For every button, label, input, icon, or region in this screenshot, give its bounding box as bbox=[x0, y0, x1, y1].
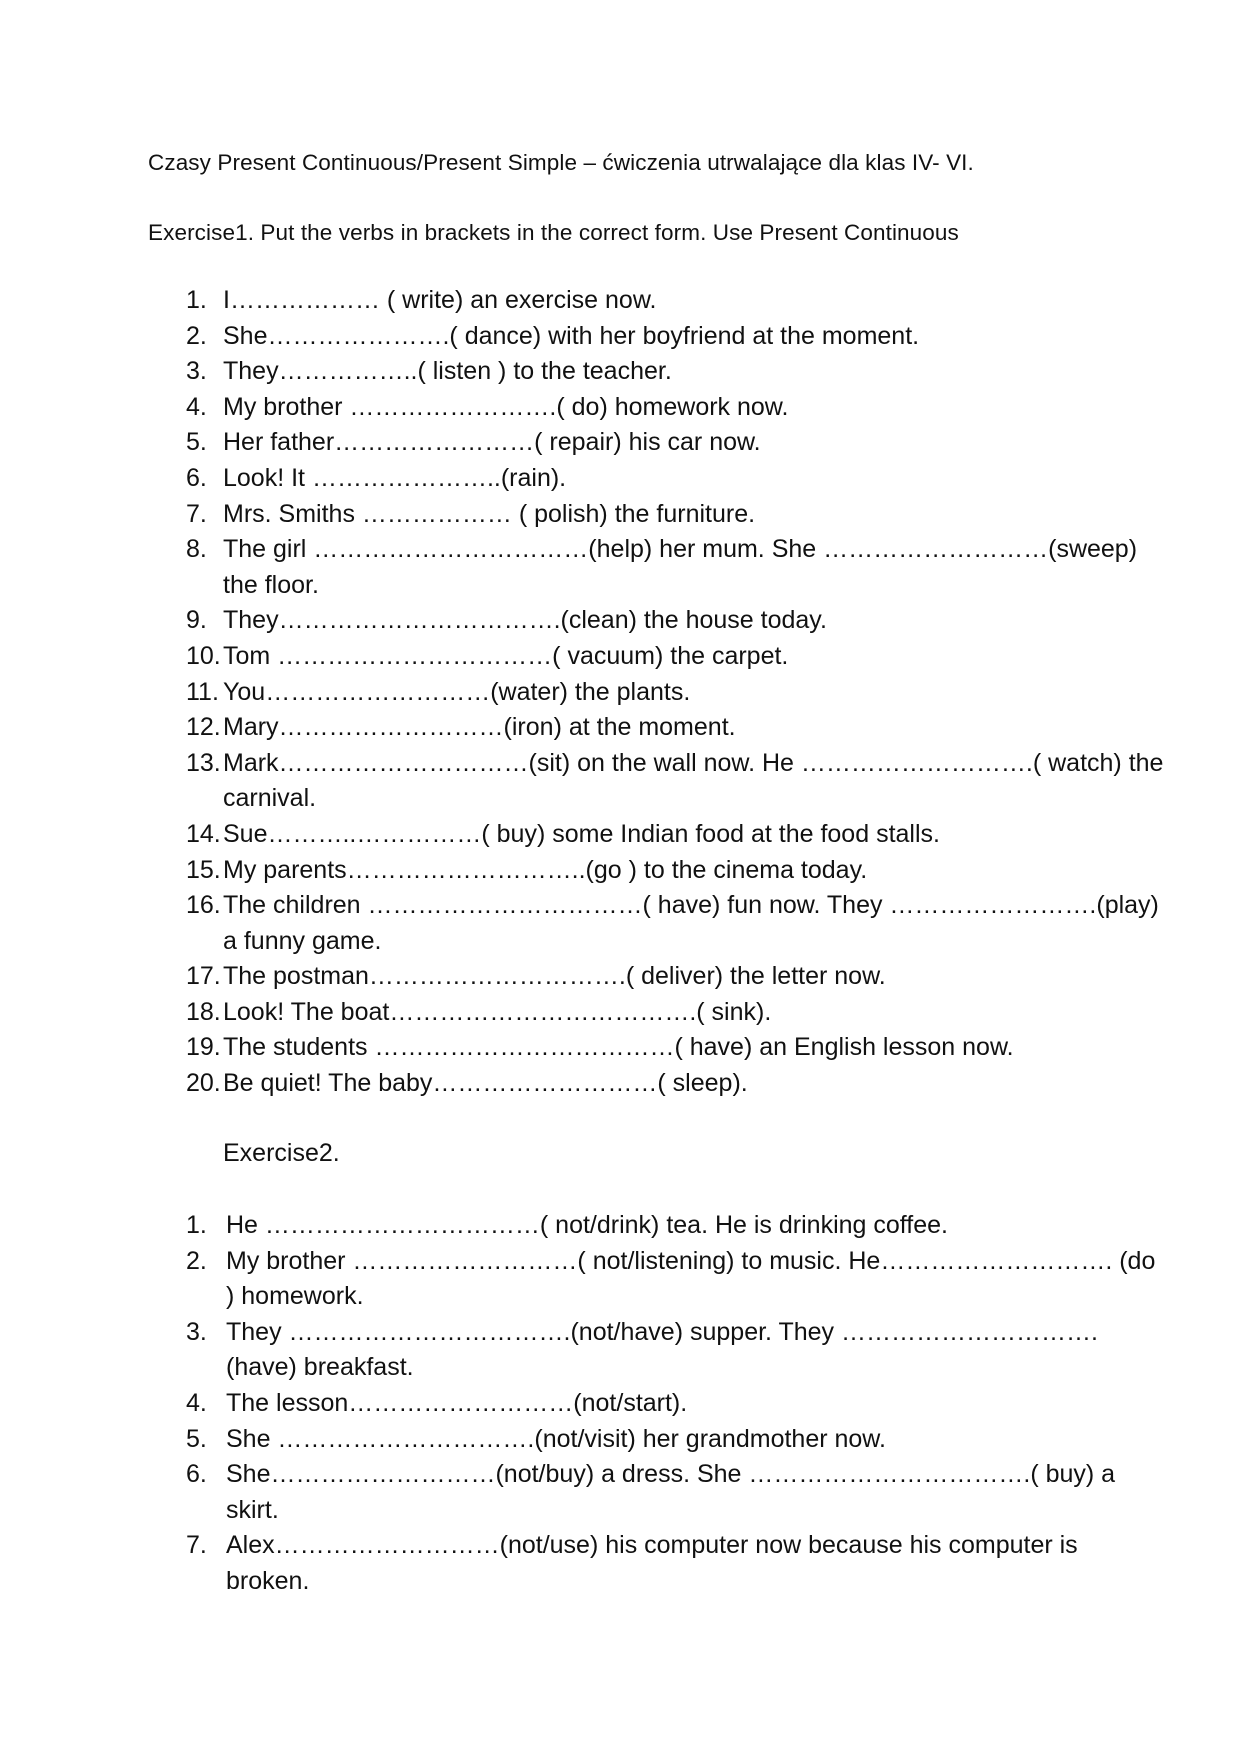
item-text: He ……………………………( not/drink) tea. He is drinking coffee. bbox=[226, 1211, 948, 1239]
item-number: 4. bbox=[186, 1388, 207, 1417]
item-text: Sue………..……………( buy) some Indian food at the food stalls. bbox=[223, 819, 940, 848]
item-number: 11. bbox=[186, 677, 219, 706]
list-item bbox=[186, 1208, 1166, 1244]
list-item bbox=[186, 817, 1166, 853]
item-text: I……………… ( write) an exercise now. bbox=[223, 286, 657, 314]
item-number: 9. bbox=[186, 606, 207, 635]
exercise1-list bbox=[186, 283, 1166, 1102]
item-text: Be quiet! The baby………………………( sleep). bbox=[223, 1069, 748, 1098]
item-number: 5. bbox=[186, 428, 207, 457]
item-text: They…………………………….(clean) the house today. bbox=[223, 606, 827, 635]
item-number: 10. bbox=[186, 641, 221, 670]
item-text: The students ………………………………( have) an English lesson now. bbox=[223, 1033, 1014, 1062]
item-text: They …………………………….(not/have) supper. They ………………………….(have) breakfast. bbox=[226, 1317, 1098, 1382]
item-number: 14. bbox=[186, 819, 221, 848]
worksheet-title: Czasy Present Continuous/Present Simple – ćwiczenia utrwalające dla klas IV- VI. bbox=[148, 150, 974, 175]
item-text: Look! The boat……………………………….( sink). bbox=[223, 997, 772, 1026]
item-text: My parents………………………..(go ) to the cinema today. bbox=[223, 855, 868, 884]
exercise2-heading: Exercise2. bbox=[223, 1139, 340, 1167]
item-number: 6. bbox=[186, 463, 207, 492]
exercise2-list bbox=[186, 1208, 1166, 1600]
item-text: Alex………………………(not/use) his computer now because his computer is broken. bbox=[226, 1531, 1078, 1595]
list-item bbox=[186, 710, 1166, 746]
item-number: 8. bbox=[186, 535, 207, 564]
item-text: The lesson………………………(not/start). bbox=[226, 1388, 688, 1417]
item-number: 5. bbox=[186, 1424, 207, 1453]
item-number: 6. bbox=[186, 1460, 207, 1489]
item-text: Mrs. Smiths ……………… ( polish) the furniture. bbox=[223, 499, 756, 528]
list-item bbox=[186, 959, 1166, 995]
item-number: 19. bbox=[186, 1033, 221, 1062]
item-text: They……………..( listen ) to the teacher. bbox=[223, 357, 672, 386]
item-text: She ………………………….(not/visit) her grandmother now. bbox=[226, 1424, 886, 1453]
list-item bbox=[186, 746, 1166, 817]
item-text: She………………….( dance) with her boyfriend at the moment. bbox=[223, 321, 920, 350]
item-number: 15. bbox=[186, 855, 221, 884]
item-number: 13. bbox=[186, 748, 221, 777]
item-number: 1. bbox=[186, 1211, 207, 1239]
item-text: My brother ………………………( not/listening) to music. He………………………. (do ) homework. bbox=[226, 1246, 1156, 1311]
item-text: My brother …………………….( do) homework now. bbox=[223, 392, 789, 421]
list-item bbox=[186, 888, 1166, 959]
list-item bbox=[186, 639, 1166, 675]
list-item bbox=[186, 390, 1166, 426]
list-item bbox=[186, 425, 1166, 461]
item-number: 7. bbox=[186, 1531, 207, 1560]
item-text: The postman………………………….( deliver) the letter now. bbox=[223, 962, 886, 991]
item-number: 16. bbox=[186, 891, 221, 920]
item-number: 7. bbox=[186, 499, 207, 528]
item-number: 12. bbox=[186, 713, 221, 742]
list-item bbox=[186, 1528, 1166, 1599]
item-number: 2. bbox=[186, 1246, 207, 1275]
item-text: Look! It …………………..(rain). bbox=[223, 463, 567, 492]
list-item bbox=[186, 1244, 1166, 1315]
list-item bbox=[186, 354, 1166, 390]
list-item bbox=[186, 1315, 1166, 1386]
list-item bbox=[186, 497, 1166, 533]
list-item bbox=[186, 603, 1166, 639]
list-item bbox=[186, 319, 1166, 355]
list-item bbox=[186, 853, 1166, 889]
list-item bbox=[186, 461, 1166, 497]
list-item bbox=[186, 283, 1166, 319]
item-text: Mark…………………………(sit) on the wall now. He ……………………….( watch) the carnival. bbox=[223, 748, 1164, 813]
list-item bbox=[186, 1457, 1166, 1528]
item-text: Tom ……………………………( vacuum) the carpet. bbox=[223, 641, 789, 670]
list-item bbox=[186, 532, 1166, 603]
list-item bbox=[186, 1422, 1166, 1458]
item-number: 3. bbox=[186, 1317, 207, 1346]
list-item bbox=[186, 675, 1166, 711]
item-text: The girl ……………………………(help) her mum. She ………………………(sweep) the floor. bbox=[223, 535, 1138, 599]
item-number: 17. bbox=[186, 962, 221, 991]
item-text: Mary………………………(iron) at the moment. bbox=[223, 713, 736, 742]
item-text: Her father……………………( repair) his car now. bbox=[223, 428, 761, 457]
item-text: She………………………(not/buy) a dress. She …………………………….( buy) a skirt. bbox=[226, 1460, 1116, 1524]
list-item bbox=[186, 1030, 1166, 1066]
item-number: 3. bbox=[186, 357, 207, 386]
list-item bbox=[186, 1066, 1166, 1102]
exercise1-instruction: Exercise1. Put the verbs in brackets in the correct form. Use Present Continuous bbox=[148, 220, 959, 245]
list-item bbox=[186, 1386, 1166, 1422]
item-number: 4. bbox=[186, 392, 207, 421]
list-item bbox=[186, 995, 1166, 1031]
item-number: 18. bbox=[186, 997, 221, 1026]
item-text: The children ……………………………( have) fun now. They …………………….(play) a funny game. bbox=[223, 891, 1159, 955]
item-text: You………………………(water) the plants. bbox=[223, 677, 691, 706]
item-number: 1. bbox=[186, 286, 207, 314]
item-number: 2. bbox=[186, 321, 207, 350]
item-number: 20. bbox=[186, 1069, 221, 1098]
